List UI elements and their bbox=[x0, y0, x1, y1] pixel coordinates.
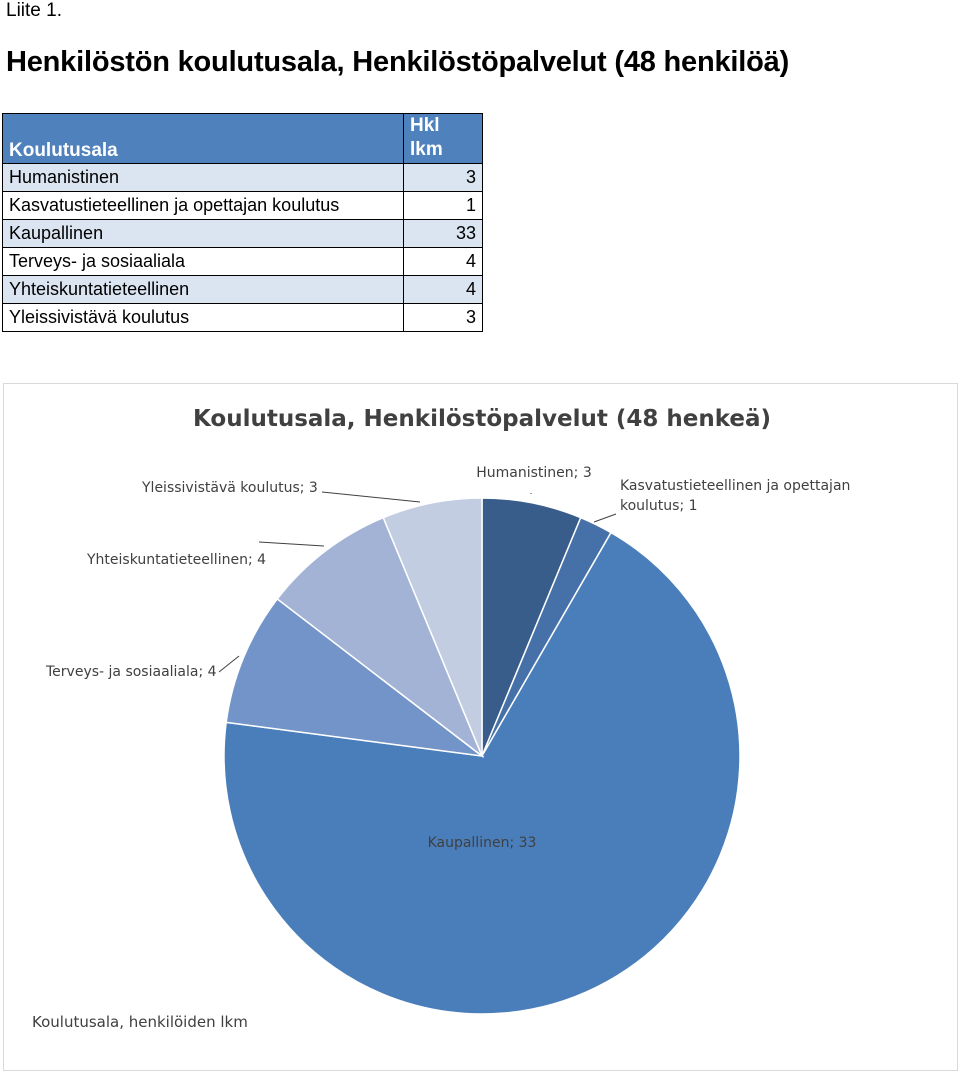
appendix-label: Liite 1. bbox=[6, 0, 62, 21]
column-header-count: Hkl lkm bbox=[404, 114, 483, 164]
row-name: Humanistinen bbox=[3, 164, 404, 192]
data-table bbox=[2, 113, 483, 332]
leader-line bbox=[322, 492, 420, 502]
row-count: 4 bbox=[404, 248, 483, 276]
pie-chart bbox=[4, 384, 957, 1070]
table-row bbox=[3, 164, 483, 192]
leader-line bbox=[594, 514, 616, 522]
series-name-label: Koulutusala, henkilöiden lkm bbox=[32, 1013, 248, 1031]
leader-line bbox=[219, 656, 239, 672]
row-name: Kasvatustieteellinen ja opettajan koulutus bbox=[3, 192, 404, 220]
page-title: Henkilöstön koulutusala, Henkilöstöpalvelut (48 henkilöä) bbox=[6, 46, 790, 78]
data-label: Yhteiskuntatieteellinen; 4 bbox=[87, 552, 267, 568]
column-header-koulutusala: Koulutusala bbox=[3, 114, 404, 164]
row-count: 4 bbox=[404, 276, 483, 304]
row-name: Kaupallinen bbox=[3, 220, 404, 248]
data-label: Yleissivistävä koulutus; 3 bbox=[142, 480, 318, 496]
pie-chart-container bbox=[3, 383, 958, 1071]
table-row bbox=[3, 276, 483, 304]
table-row bbox=[3, 192, 483, 220]
table-row bbox=[3, 220, 483, 248]
table-row bbox=[3, 304, 483, 332]
row-count: 3 bbox=[404, 164, 483, 192]
table-row bbox=[3, 248, 483, 276]
row-name: Yleissivistävä koulutus bbox=[3, 304, 404, 332]
data-label: Terveys- ja sosiaaliala; 4 bbox=[46, 664, 217, 680]
data-label: Kasvatustieteellinen ja opettajan koulutus; 1 bbox=[620, 478, 851, 514]
data-label: Humanistinen; 3 bbox=[476, 465, 592, 481]
row-name: Yhteiskuntatieteellinen bbox=[3, 276, 404, 304]
leader-line bbox=[259, 542, 324, 546]
data-label: Kaupallinen; 33 bbox=[427, 835, 537, 851]
row-count: 33 bbox=[404, 220, 483, 248]
row-count: 3 bbox=[404, 304, 483, 332]
row-name: Terveys- ja sosiaaliala bbox=[3, 248, 404, 276]
table-header-row bbox=[3, 114, 483, 164]
chart-title: Koulutusala, Henkilöstöpalvelut (48 henkeä) bbox=[192, 406, 772, 432]
row-count: 1 bbox=[404, 192, 483, 220]
